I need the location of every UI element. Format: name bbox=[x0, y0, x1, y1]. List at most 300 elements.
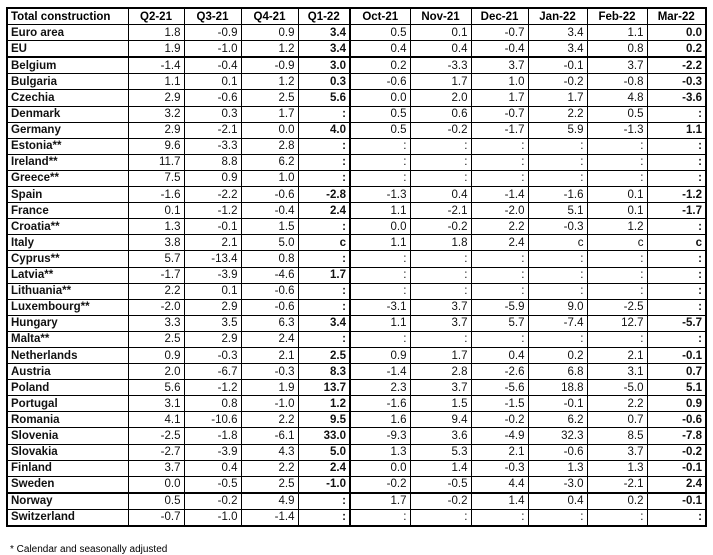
table-cell: 0.0 bbox=[241, 122, 298, 138]
country-name: Czechia bbox=[7, 90, 128, 106]
table-row bbox=[7, 235, 706, 251]
country-name: Croatia** bbox=[7, 219, 128, 235]
table-cell: : bbox=[298, 170, 350, 186]
table-cell: 1.1 bbox=[350, 203, 410, 219]
table-cell: 0.9 bbox=[184, 170, 241, 186]
table-cell: -2.7 bbox=[128, 444, 184, 460]
table-cell: 5.1 bbox=[647, 380, 706, 396]
country-name: Cyprus** bbox=[7, 251, 128, 267]
country-name: Switzerland bbox=[7, 509, 128, 526]
column-header: Jan-22 bbox=[528, 8, 587, 25]
table-cell: 0.0 bbox=[647, 25, 706, 41]
table-row bbox=[7, 219, 706, 235]
table-cell: -0.7 bbox=[471, 106, 528, 122]
table-cell: 0.4 bbox=[184, 460, 241, 476]
table-cell: : bbox=[298, 493, 350, 510]
table-cell: : bbox=[647, 509, 706, 526]
table-cell: 2.3 bbox=[350, 380, 410, 396]
table-cell: 2.2 bbox=[241, 460, 298, 476]
column-header: Q1-22 bbox=[298, 8, 350, 25]
table-cell: 1.3 bbox=[128, 219, 184, 235]
table-cell: 1.7 bbox=[471, 90, 528, 106]
table-cell: 0.1 bbox=[184, 74, 241, 90]
table-cell: : bbox=[647, 331, 706, 347]
table-cell: : bbox=[298, 283, 350, 299]
table-cell: -0.2 bbox=[410, 122, 471, 138]
table-cell: 0.0 bbox=[350, 460, 410, 476]
header-row bbox=[7, 8, 706, 25]
table-row bbox=[7, 315, 706, 331]
table-cell: -0.9 bbox=[184, 25, 241, 41]
table-cell: -3.6 bbox=[647, 90, 706, 106]
table-cell: 3.7 bbox=[471, 57, 528, 74]
table-cell: 0.9 bbox=[128, 347, 184, 363]
table-cell: 0.0 bbox=[350, 90, 410, 106]
table-cell: -2.1 bbox=[587, 476, 647, 493]
table-cell: 3.4 bbox=[528, 25, 587, 41]
table-cell: 18.8 bbox=[528, 380, 587, 396]
table-cell: -0.4 bbox=[184, 57, 241, 74]
country-name: Malta** bbox=[7, 331, 128, 347]
table-cell: 0.2 bbox=[528, 347, 587, 363]
table-cell: 1.3 bbox=[587, 460, 647, 476]
table-cell: : bbox=[350, 154, 410, 170]
table-cell: 0.1 bbox=[128, 203, 184, 219]
table-cell: -4.9 bbox=[471, 428, 528, 444]
table-cell: c bbox=[298, 235, 350, 251]
table-cell: 2.1 bbox=[184, 235, 241, 251]
country-name: Germany bbox=[7, 122, 128, 138]
table-cell: -2.5 bbox=[128, 428, 184, 444]
table-cell: 3.4 bbox=[528, 41, 587, 58]
table-cell: 5.7 bbox=[471, 315, 528, 331]
table-cell: : bbox=[350, 331, 410, 347]
table-cell: 2.5 bbox=[128, 331, 184, 347]
table-row bbox=[7, 57, 706, 74]
table-row bbox=[7, 380, 706, 396]
table-cell: : bbox=[410, 138, 471, 154]
table-cell: 2.0 bbox=[128, 364, 184, 380]
table-cell: : bbox=[298, 219, 350, 235]
country-name: Norway bbox=[7, 493, 128, 510]
table-cell: 1.7 bbox=[528, 90, 587, 106]
table-row bbox=[7, 170, 706, 186]
table-cell: -1.6 bbox=[128, 187, 184, 203]
table-cell: 1.9 bbox=[241, 380, 298, 396]
table-cell: : bbox=[647, 138, 706, 154]
country-name: Poland bbox=[7, 380, 128, 396]
table-cell: -1.6 bbox=[528, 187, 587, 203]
table-cell: c bbox=[587, 235, 647, 251]
table-cell: 0.5 bbox=[350, 25, 410, 41]
table-cell: 5.9 bbox=[528, 122, 587, 138]
table-cell: -0.1 bbox=[184, 219, 241, 235]
table-cell: 0.5 bbox=[350, 106, 410, 122]
table-cell: 7.5 bbox=[128, 170, 184, 186]
table-cell: 1.2 bbox=[241, 41, 298, 58]
country-name: Finland bbox=[7, 460, 128, 476]
table-cell: -1.5 bbox=[471, 396, 528, 412]
table-cell: 3.7 bbox=[128, 460, 184, 476]
table-cell: 0.3 bbox=[298, 74, 350, 90]
table-cell: 3.4 bbox=[298, 315, 350, 331]
table-cell: 2.9 bbox=[184, 299, 241, 315]
country-name: Bulgaria bbox=[7, 74, 128, 90]
table-cell: 1.9 bbox=[128, 41, 184, 58]
table-cell: 3.1 bbox=[587, 364, 647, 380]
table-cell: : bbox=[410, 251, 471, 267]
table-cell: -0.1 bbox=[647, 460, 706, 476]
table-cell: 2.9 bbox=[128, 90, 184, 106]
table-cell: -1.4 bbox=[241, 509, 298, 526]
country-name: Denmark bbox=[7, 106, 128, 122]
table-row bbox=[7, 299, 706, 315]
table-cell: -0.6 bbox=[528, 444, 587, 460]
country-name: Greece** bbox=[7, 170, 128, 186]
country-name: Lithuania** bbox=[7, 283, 128, 299]
table-cell: -2.1 bbox=[184, 122, 241, 138]
table-cell: -7.8 bbox=[647, 428, 706, 444]
table-cell: 1.6 bbox=[350, 412, 410, 428]
country-name: Latvia** bbox=[7, 267, 128, 283]
table-cell: 2.8 bbox=[241, 138, 298, 154]
table-cell: : bbox=[471, 267, 528, 283]
table-cell: 2.5 bbox=[241, 476, 298, 493]
table-cell: : bbox=[647, 154, 706, 170]
table-cell: 3.7 bbox=[410, 315, 471, 331]
table-cell: : bbox=[350, 267, 410, 283]
table-cell: : bbox=[350, 509, 410, 526]
table-cell: 1.3 bbox=[350, 444, 410, 460]
footnote: * Calendar and seasonally adjusted bbox=[10, 544, 168, 555]
table-cell: 1.8 bbox=[128, 25, 184, 41]
table-cell: : bbox=[410, 509, 471, 526]
country-name: Euro area bbox=[7, 25, 128, 41]
table-cell: -7.4 bbox=[528, 315, 587, 331]
table-row bbox=[7, 187, 706, 203]
table-cell: -1.7 bbox=[128, 267, 184, 283]
table-cell: : bbox=[410, 267, 471, 283]
table-cell: 1.7 bbox=[350, 493, 410, 510]
table-cell: -0.4 bbox=[471, 41, 528, 58]
table-cell: 1.2 bbox=[587, 219, 647, 235]
table-cell: -0.9 bbox=[241, 57, 298, 74]
table-row bbox=[7, 412, 706, 428]
table-cell: -1.0 bbox=[184, 509, 241, 526]
table-cell: 2.2 bbox=[241, 412, 298, 428]
table-cell: 3.7 bbox=[410, 380, 471, 396]
table-cell: 8.8 bbox=[184, 154, 241, 170]
table-row bbox=[7, 460, 706, 476]
table-cell: -0.2 bbox=[350, 476, 410, 493]
table-cell: : bbox=[528, 154, 587, 170]
table-cell: -1.0 bbox=[298, 476, 350, 493]
table-cell: : bbox=[647, 283, 706, 299]
table-cell: -2.0 bbox=[128, 299, 184, 315]
table-row bbox=[7, 203, 706, 219]
column-header: Dec-21 bbox=[471, 8, 528, 25]
table-cell: 0.8 bbox=[241, 251, 298, 267]
table-cell: : bbox=[647, 299, 706, 315]
table-cell: : bbox=[587, 170, 647, 186]
table-cell: 2.5 bbox=[241, 90, 298, 106]
table-cell: 3.3 bbox=[128, 315, 184, 331]
table-row bbox=[7, 428, 706, 444]
table-cell: -0.5 bbox=[410, 476, 471, 493]
table-cell: : bbox=[528, 138, 587, 154]
table-cell: : bbox=[298, 154, 350, 170]
table-cell: 0.7 bbox=[587, 412, 647, 428]
table-cell: -6.1 bbox=[241, 428, 298, 444]
table-cell: -0.2 bbox=[410, 493, 471, 510]
table-cell: -6.7 bbox=[184, 364, 241, 380]
country-name: EU bbox=[7, 41, 128, 58]
table-cell: -0.2 bbox=[184, 493, 241, 510]
table-cell: 1.1 bbox=[647, 122, 706, 138]
table-cell: 0.2 bbox=[647, 41, 706, 58]
table-cell: : bbox=[410, 283, 471, 299]
table-cell: 1.7 bbox=[298, 267, 350, 283]
table-cell: -3.9 bbox=[184, 267, 241, 283]
table-cell: : bbox=[471, 138, 528, 154]
table-cell: : bbox=[471, 154, 528, 170]
table-cell: -0.2 bbox=[471, 412, 528, 428]
table-cell: 1.7 bbox=[241, 106, 298, 122]
table-row bbox=[7, 444, 706, 460]
table-cell: : bbox=[647, 106, 706, 122]
table-cell: -2.1 bbox=[410, 203, 471, 219]
table-cell: -9.3 bbox=[350, 428, 410, 444]
table-cell: 1.5 bbox=[241, 219, 298, 235]
table-cell: 1.4 bbox=[410, 460, 471, 476]
table-cell: 5.3 bbox=[410, 444, 471, 460]
table-cell: 4.3 bbox=[241, 444, 298, 460]
table-row bbox=[7, 122, 706, 138]
column-header: Mar-22 bbox=[647, 8, 706, 25]
table-cell: : bbox=[350, 170, 410, 186]
table-cell: 0.6 bbox=[410, 106, 471, 122]
table-cell: -0.2 bbox=[528, 74, 587, 90]
table-cell: -3.0 bbox=[528, 476, 587, 493]
table-cell: : bbox=[410, 170, 471, 186]
table-cell: -1.4 bbox=[350, 364, 410, 380]
table-cell: -2.2 bbox=[647, 57, 706, 74]
table-cell: -5.9 bbox=[471, 299, 528, 315]
table-cell: 3.6 bbox=[410, 428, 471, 444]
table-cell: -1.0 bbox=[184, 41, 241, 58]
table-cell: 1.1 bbox=[587, 25, 647, 41]
table-cell: : bbox=[528, 331, 587, 347]
table-cell: 1.7 bbox=[410, 74, 471, 90]
table-row bbox=[7, 331, 706, 347]
table-cell: 5.1 bbox=[528, 203, 587, 219]
table-cell: -0.1 bbox=[528, 57, 587, 74]
table-cell: 11.7 bbox=[128, 154, 184, 170]
table-cell: : bbox=[587, 283, 647, 299]
table-cell: 3.5 bbox=[184, 315, 241, 331]
table-cell: -1.3 bbox=[350, 187, 410, 203]
table-cell: 2.2 bbox=[528, 106, 587, 122]
table-cell: -0.4 bbox=[241, 203, 298, 219]
table-cell: 3.8 bbox=[128, 235, 184, 251]
table-cell: 9.5 bbox=[298, 412, 350, 428]
table-cell: 32.3 bbox=[528, 428, 587, 444]
table-cell: : bbox=[647, 170, 706, 186]
table-cell: : bbox=[298, 299, 350, 315]
table-cell: -0.7 bbox=[128, 509, 184, 526]
table-cell: 3.7 bbox=[587, 444, 647, 460]
table-cell: 2.1 bbox=[471, 444, 528, 460]
country-name: Estonia** bbox=[7, 138, 128, 154]
table-row bbox=[7, 138, 706, 154]
table-cell: 6.3 bbox=[241, 315, 298, 331]
table-cell: 9.6 bbox=[128, 138, 184, 154]
table-cell: : bbox=[298, 138, 350, 154]
table-cell: 33.0 bbox=[298, 428, 350, 444]
table-cell: : bbox=[410, 154, 471, 170]
table-cell: 0.0 bbox=[128, 476, 184, 493]
table-cell: : bbox=[587, 331, 647, 347]
table-row bbox=[7, 106, 706, 122]
table-cell: -10.6 bbox=[184, 412, 241, 428]
table-cell: -1.7 bbox=[647, 203, 706, 219]
table-cell: : bbox=[298, 106, 350, 122]
table-cell: 6.8 bbox=[528, 364, 587, 380]
table-cell: 1.1 bbox=[350, 315, 410, 331]
table-cell: 0.4 bbox=[528, 493, 587, 510]
table-cell: : bbox=[471, 283, 528, 299]
country-name: Belgium bbox=[7, 57, 128, 74]
column-header: Q3-21 bbox=[184, 8, 241, 25]
table-row bbox=[7, 25, 706, 41]
table-cell: c bbox=[647, 235, 706, 251]
table-cell: 0.9 bbox=[241, 25, 298, 41]
table-cell: 6.2 bbox=[528, 412, 587, 428]
table-row bbox=[7, 364, 706, 380]
table-cell: 0.8 bbox=[587, 41, 647, 58]
table-row bbox=[7, 476, 706, 493]
table-cell: -0.1 bbox=[647, 493, 706, 510]
table-cell: 1.5 bbox=[410, 396, 471, 412]
table-cell: 0.5 bbox=[350, 122, 410, 138]
country-name: Austria bbox=[7, 364, 128, 380]
table-cell: 1.2 bbox=[241, 74, 298, 90]
table-cell: 4.8 bbox=[587, 90, 647, 106]
table-cell: -0.3 bbox=[528, 219, 587, 235]
column-header: Oct-21 bbox=[350, 8, 410, 25]
table-cell: -0.8 bbox=[587, 74, 647, 90]
table-cell: -0.6 bbox=[184, 90, 241, 106]
table-cell: 0.3 bbox=[184, 106, 241, 122]
table-cell: : bbox=[528, 509, 587, 526]
table-cell: : bbox=[647, 251, 706, 267]
table-row bbox=[7, 41, 706, 58]
table-cell: 1.8 bbox=[410, 235, 471, 251]
table-row bbox=[7, 267, 706, 283]
table-cell: : bbox=[298, 331, 350, 347]
table-cell: -2.8 bbox=[298, 187, 350, 203]
country-name: Italy bbox=[7, 235, 128, 251]
table-cell: -3.3 bbox=[184, 138, 241, 154]
table-cell: 0.2 bbox=[587, 493, 647, 510]
table-cell: -0.1 bbox=[647, 347, 706, 363]
table-cell: -0.3 bbox=[471, 460, 528, 476]
table-cell: : bbox=[298, 251, 350, 267]
table-cell: : bbox=[350, 138, 410, 154]
table-cell: : bbox=[587, 251, 647, 267]
country-name: Spain bbox=[7, 187, 128, 203]
table-cell: : bbox=[528, 267, 587, 283]
table-cell: -13.4 bbox=[184, 251, 241, 267]
table-cell: -2.0 bbox=[471, 203, 528, 219]
table-cell: -0.1 bbox=[528, 396, 587, 412]
table-cell: 1.4 bbox=[471, 493, 528, 510]
table-cell: : bbox=[350, 283, 410, 299]
table-cell: 4.9 bbox=[241, 493, 298, 510]
table-cell: 1.7 bbox=[410, 347, 471, 363]
table-cell: 3.7 bbox=[587, 57, 647, 74]
table-cell: -3.9 bbox=[184, 444, 241, 460]
table-cell: -5.7 bbox=[647, 315, 706, 331]
table-cell: 5.6 bbox=[128, 380, 184, 396]
table-cell: -1.8 bbox=[184, 428, 241, 444]
country-name: Netherlands bbox=[7, 347, 128, 363]
table-cell: 8.5 bbox=[587, 428, 647, 444]
table-cell: 0.8 bbox=[184, 396, 241, 412]
table-cell: 0.4 bbox=[410, 187, 471, 203]
table-cell: 3.4 bbox=[298, 25, 350, 41]
table-cell: 1.0 bbox=[241, 170, 298, 186]
table-cell: 3.4 bbox=[298, 41, 350, 58]
table-cell: : bbox=[410, 331, 471, 347]
table-cell: 0.4 bbox=[350, 41, 410, 58]
column-header: Nov-21 bbox=[410, 8, 471, 25]
table-cell: 2.4 bbox=[241, 331, 298, 347]
table-cell: -2.5 bbox=[587, 299, 647, 315]
country-name: Sweden bbox=[7, 476, 128, 493]
table-cell: 2.4 bbox=[471, 235, 528, 251]
country-name: Portugal bbox=[7, 396, 128, 412]
table-cell: : bbox=[587, 154, 647, 170]
table-cell: 0.7 bbox=[647, 364, 706, 380]
table-cell: 4.1 bbox=[128, 412, 184, 428]
table-cell: 2.1 bbox=[241, 347, 298, 363]
table-cell: -1.3 bbox=[587, 122, 647, 138]
table-cell: : bbox=[298, 509, 350, 526]
table-row bbox=[7, 509, 706, 526]
table-cell: -1.4 bbox=[471, 187, 528, 203]
table-cell: -0.6 bbox=[241, 299, 298, 315]
table-cell: -1.2 bbox=[647, 187, 706, 203]
table-cell: : bbox=[647, 219, 706, 235]
table-cell: 2.0 bbox=[410, 90, 471, 106]
table-cell: -0.6 bbox=[241, 283, 298, 299]
country-name: Hungary bbox=[7, 315, 128, 331]
table-cell: 2.9 bbox=[128, 122, 184, 138]
country-name: France bbox=[7, 203, 128, 219]
table-cell: -0.3 bbox=[184, 347, 241, 363]
table-cell: : bbox=[587, 138, 647, 154]
table-cell: 0.4 bbox=[410, 41, 471, 58]
table-cell: -0.6 bbox=[647, 412, 706, 428]
table-cell: 3.1 bbox=[128, 396, 184, 412]
table-cell: 1.1 bbox=[350, 235, 410, 251]
table-cell: 5.7 bbox=[128, 251, 184, 267]
table-cell: -5.6 bbox=[471, 380, 528, 396]
table-cell: -1.0 bbox=[241, 396, 298, 412]
table-cell: : bbox=[647, 267, 706, 283]
table-cell: -4.6 bbox=[241, 267, 298, 283]
